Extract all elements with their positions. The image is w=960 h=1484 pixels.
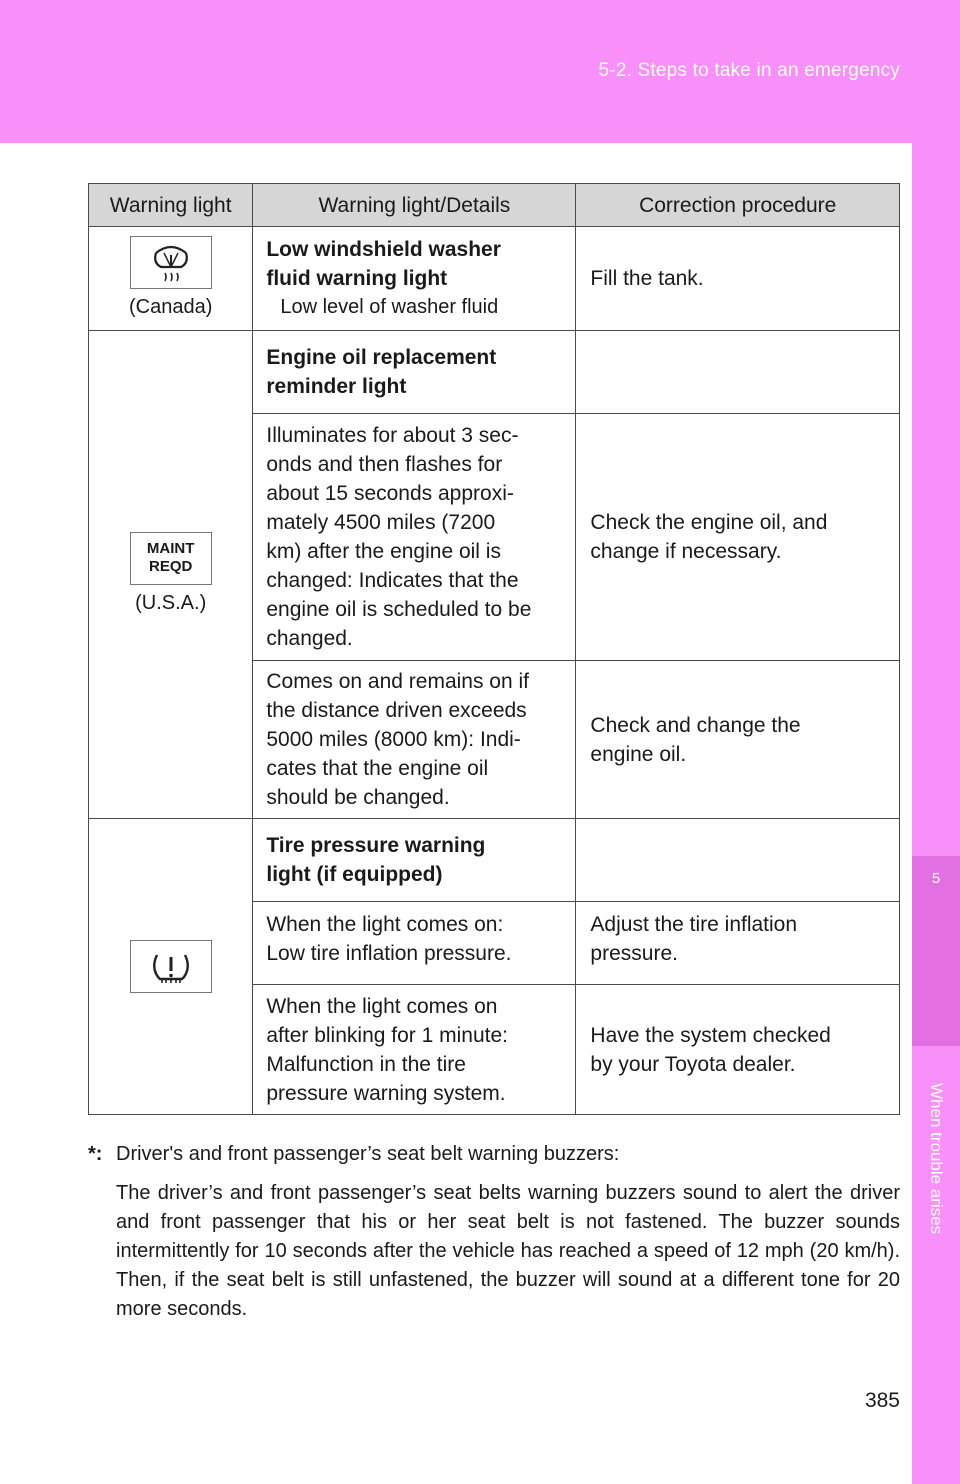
detail-line: Comes on and remains on if xyxy=(266,670,529,693)
detail-line: onds and then flashes for xyxy=(266,453,503,476)
correction-cell xyxy=(576,985,900,1115)
detail-line: When the light comes on: xyxy=(266,913,504,936)
icon-text-reqd: REQD xyxy=(149,558,193,575)
footnote-heading-row xyxy=(88,1140,900,1169)
details-cell xyxy=(253,661,576,819)
light-name-line-2: fluid warning light xyxy=(266,267,448,290)
detail-line: Low tire inflation pressure. xyxy=(266,942,512,965)
footnote-heading: Driver's and front passenger’s seat belt warning buzzers: xyxy=(116,1143,620,1165)
warning-light-cell xyxy=(89,331,253,819)
detail-line: engine oil is scheduled to be xyxy=(266,598,532,621)
detail-line: the distance driven exceeds xyxy=(266,699,527,722)
table-row-oil-title xyxy=(89,331,900,414)
header-band xyxy=(0,0,960,143)
correction-cell xyxy=(576,819,900,902)
detail-line: should be changed. xyxy=(266,786,450,809)
light-name-line-2: reminder light xyxy=(266,375,407,398)
detail-line: Malfunction in the tire xyxy=(266,1052,466,1076)
details-cell xyxy=(253,819,576,902)
light-name-line-2: light (if equipped) xyxy=(266,863,443,886)
footnote-marker: *: xyxy=(88,1143,103,1165)
correction-cell xyxy=(576,331,900,414)
region-canada: (Canada) xyxy=(128,295,213,318)
correction-line: Check the engine oil, and xyxy=(590,511,828,534)
details-cell xyxy=(253,227,576,331)
correction-cell xyxy=(576,414,900,661)
warning-light-table xyxy=(88,183,900,1115)
detail-line: changed. xyxy=(266,627,353,650)
correction-line: Check and change the xyxy=(590,713,801,737)
warning-light-cell xyxy=(89,227,253,331)
correction-line: Have the system checked xyxy=(590,1023,831,1047)
table-row-washer xyxy=(89,227,900,331)
detail-line: cates that the engine oil xyxy=(266,757,489,780)
section-title: 5-2. Steps to take in an emergency xyxy=(598,60,900,81)
icon-text-maint: MAINT xyxy=(146,540,195,557)
page-number: 385 xyxy=(864,1389,900,1412)
region-usa: (U.S.A.) xyxy=(135,591,207,614)
header-details: Warning light/Details xyxy=(253,184,576,227)
detail-line: pressure warning system. xyxy=(266,1081,506,1105)
warning-light-cell xyxy=(89,819,253,1115)
washer-fluid-icon xyxy=(130,236,212,289)
details-cell xyxy=(253,331,576,414)
correction-line: change if necessary. xyxy=(590,540,782,563)
correction-line: Adjust the tire inflation xyxy=(590,913,798,936)
correction-line: pressure. xyxy=(590,942,678,965)
correction-cell xyxy=(576,661,900,819)
light-name-line-1: Engine oil replacement xyxy=(266,346,497,369)
correction-line: engine oil. xyxy=(590,742,687,766)
footnote-body: The driver’s and front passenger’s seat belts warning buzzers sound to alert the driver and front passenger that his or her seat belt is not fastened. The buzzer sounds intermittently for 10 seconds after the vehicle has reached a speed of 12 mph (20 km/h). Then, if the seat belt is still unfastened, the buzzer will sound at a different tone for 20 more seconds. xyxy=(116,1182,900,1320)
table-header-row xyxy=(89,184,900,227)
details-cell xyxy=(253,985,576,1115)
chapter-side-tab xyxy=(912,143,960,1484)
seat-belt-footnote xyxy=(88,1140,900,1324)
maint-reqd-icon xyxy=(130,532,212,585)
detail-line: km) after the engine oil is xyxy=(266,540,501,563)
chapter-number: 5 xyxy=(931,870,941,887)
chapter-title: When trouble arises xyxy=(927,1083,946,1235)
header-correction: Correction procedure xyxy=(576,184,900,227)
detail-line: changed: Indicates that the xyxy=(266,569,519,592)
detail-line: Illuminates for about 3 sec- xyxy=(266,424,519,447)
detail-line: When the light comes on xyxy=(266,994,498,1018)
details-cell xyxy=(253,414,576,661)
detail-line: after blinking for 1 minute: xyxy=(266,1023,508,1047)
light-name-line-1: Tire pressure warning xyxy=(266,834,486,857)
correction-cell xyxy=(576,902,900,985)
tire-pressure-icon xyxy=(130,940,212,993)
detail-line: 5000 miles (8000 km): Indi- xyxy=(266,728,521,751)
details-cell xyxy=(253,902,576,985)
detail-line: about 15 seconds approxi- xyxy=(266,482,514,505)
table-row-tire-title xyxy=(89,819,900,902)
detail-text: Low level of washer fluid xyxy=(280,296,499,318)
correction-cell: Fill the tank. xyxy=(576,227,900,331)
correction-line: by your Toyota dealer. xyxy=(590,1052,796,1076)
header-warning-light: Warning light xyxy=(89,184,253,227)
detail-line: mately 4500 miles (7200 xyxy=(266,511,496,534)
light-name-line-1: Low windshield washer xyxy=(266,238,501,261)
